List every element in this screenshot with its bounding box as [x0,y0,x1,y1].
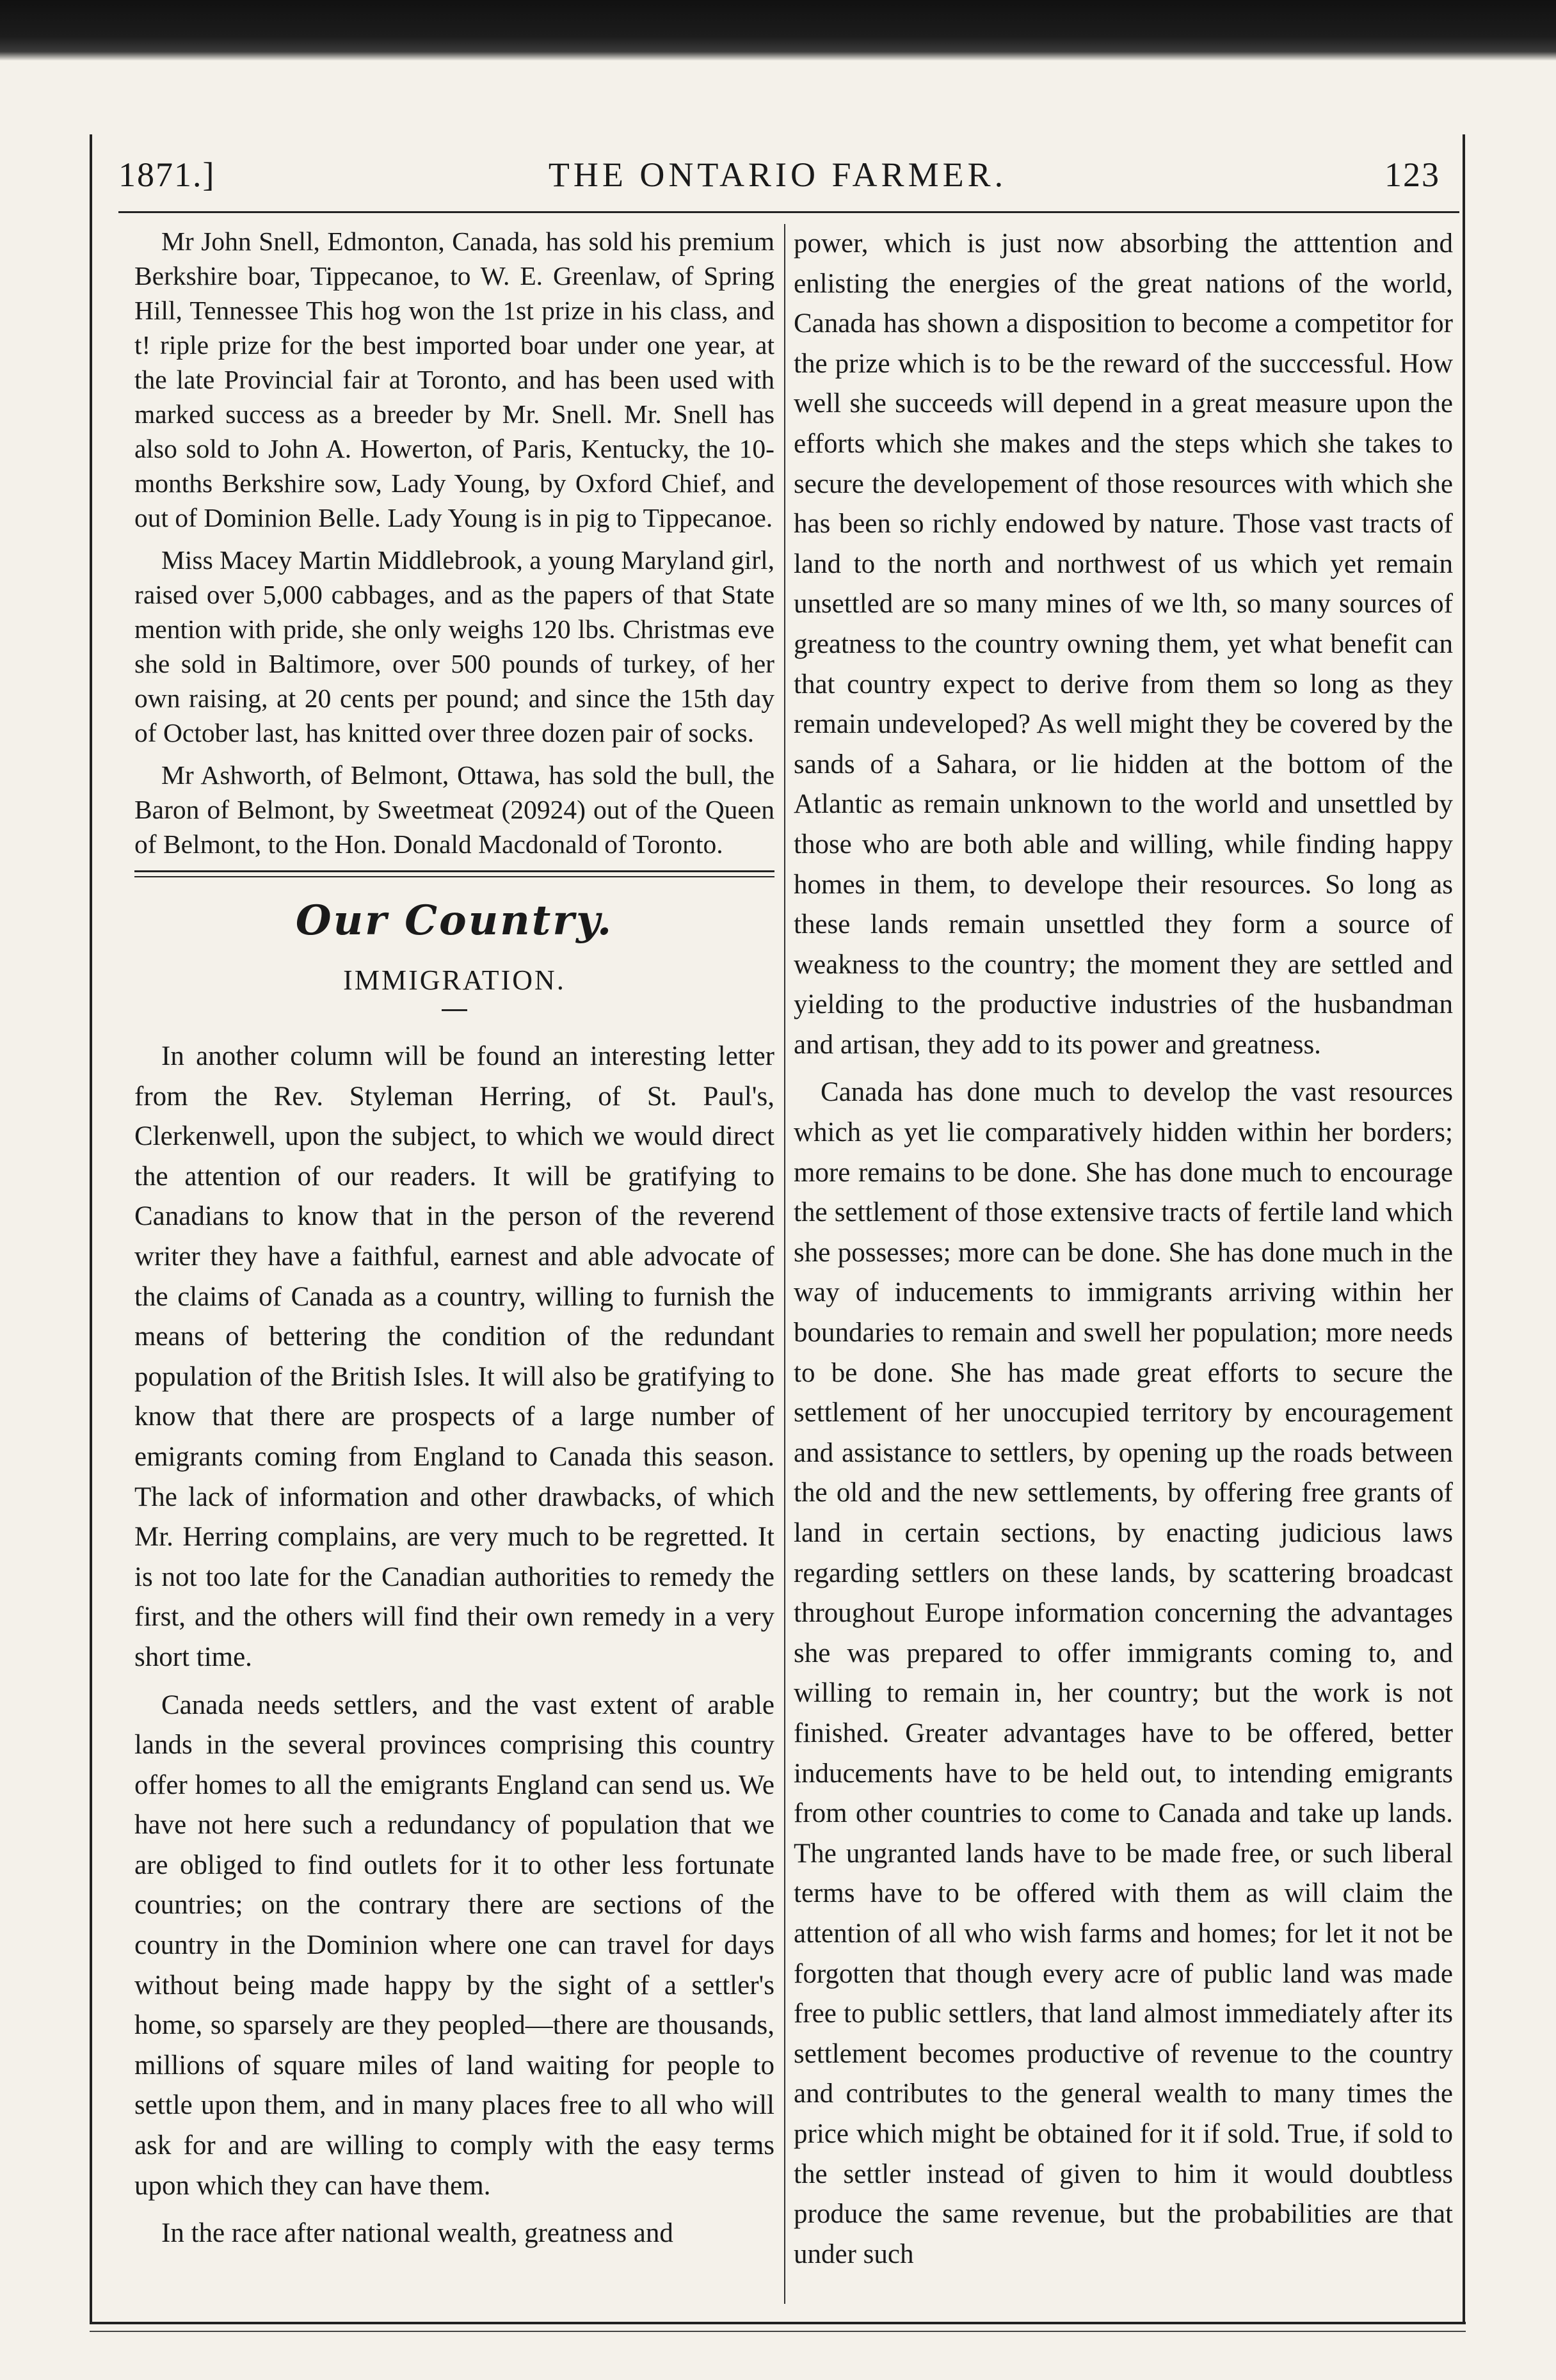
header-title: THE ONTARIO FARMER. [548,156,1007,194]
section-divider [134,870,774,872]
running-header [96,147,1459,205]
section-divider-thin [134,876,774,877]
header-rule [118,211,1459,213]
scan-top-edge [0,0,1556,61]
header-date: 1871.] [118,156,216,194]
right-column [794,224,1453,2282]
notice-middlebrook: Miss Macey Martin Middlebrook, a young Maryland girl, raised over 5,000 cabbages, and as the papers of that State mention with pride, she only weighs 120 lbs. Christmas eve she sold in Baltimore, over 500 pounds of turkey, of her own raising, at 20 cents per pound; and since the 15th day of October last, has knitted over three dozen pair of socks. [134,545,774,747]
article-paragraph: Canada has done much to develop the vast resources which as yet lie comparatively hidden within her borders; more remains to be done. She has done much to encourage the settlement of those extensive tracts of fertile land which she possesses; more can be done. She has done much in the way of inducements to immigrants arriving within her boundaries to remain and swell her population; more needs to be done. She has made great efforts to secure the settlement of her unoccupied territory by encouragement and assistance to settlers, by opening up the roads between the old and the new settlements, by offering free grants of land in certain sections, by enacting judicious laws regarding settlers on these lands, by scattering broadcast throughout Europe information concerning the advantages she was prepared to offer immigrants coming to, and willing to remain in, her country; but the work is not finished. Greater advantages have to be offered, better inducements have to be held out, to intending emigrants from other countries to come to Canada and take up lands. The ungranted lands have to be made free, or such liberal terms have to be offered with them as will claim the attention of all who wish farms and homes; for let it not be forgotten that though every acre of public land was made free to public settlers, that land almost immediately after its settlement becomes productive of revenue to the country and contributes to the general wealth to many times the price which might be obtained for it if sold. True, if sold to the settler instead of given to him it would doubtless produce the same revenue, but the probabilities are that under such [794,1077,1453,2269]
left-column [134,224,774,2262]
notice-snell: Mr John Snell, Edmonton, Canada, has sold his premium Berkshire boar, Tippecanoe, to W. E. Greenlaw, of Spring Hill, Tennessee This hog won the 1st prize in his class, and t! riple prize for the best imported boar under one year, at the late Provincial fair at Toronto, and has been used with marked success as a breeder by Mr. Snell. Mr. Snell has also sold to John A. Howerton, of Paris, Kentucky, the 10-months Berkshire sow, Lady Young, by Oxford Chief, and out of Dominion Belle. Lady Young is in pig to Tippecanoe. [134,227,774,532]
page-border-left [90,134,92,2323]
article-paragraph: In another column will be found an interesting letter from the Rev. Styleman Herring, of St. Paul's, Clerkenwell, upon the subject, to which we would direct the attention of our readers. It will be gratifying to Canadians to know that in the person of the reverend writer they have a faithful, earnest and able advocate of the claims of Canada as a country, willing to furnish the means of bettering the condition of the redundant population of the British Isles. It will also be gratifying to know that there are prospects of a large number of emigrants coming from England to Canada this season. The lack of information and other drawbacks, of which Mr. Herring complains, are very much to be regretted. It is not too late for the Canadian authorities to remedy the first, and the others will find their own remedy in a very short time. [134,1041,774,1672]
section-title: Our Country. [295,897,614,945]
notice-ashworth: Mr Ashworth, of Belmont, Ottawa, has sold the bull, the Baron of Belmont, by Sweetmeat (20924) out of the Queen of Belmont, to the Hon. Donald Macdonald of Toronto. [134,760,774,859]
article-paragraph: In the race after national wealth, greatness and [161,2218,673,2249]
header-page-number: 123 [1384,156,1440,194]
subtitle-dash [442,1009,467,1011]
article-paragraph: Canada needs settlers, and the vast extent of arable lands in the several provinces comprising this country offer homes to all the emigrants England can send us. We have not here such a redundancy of population that we are obliged to find outlets for it to other less fortunate countries; on the contrary there are sections of the country in the Dominion where one can travel for days without being made happy by the sight of a settler's home, so sparsely are they peopled—there are thousands, millions of square miles of land waiting for people to settle upon them, and in many places free to all who will ask for and are willing to comply with the easy terms upon which they can have them. [134,1689,774,2201]
page-border-right [1463,134,1465,2323]
page-border-bottom [90,2322,1466,2324]
page-border-bottom-thin [90,2331,1466,2332]
newspaper-page [96,147,1459,2317]
article-paragraph: power, which is just now absorbing the atttention and enlisting the energies of the great nations of the world, Canada has shown a disposition to become a competitor for the prize which is to be the reward of the succcessful. How well she succeeds will depend in a great measure upon the efforts which she makes and the steps which she takes to secure the developement of those resources with which she has been so richly endowed by nature. Those vast tracts of land to the north and northwest of us which yet remain unsettled are so many mines of we lth, so many sources of greatness to the country owning them, yet what benefit can that country expect to derive from them so long as they remain undeveloped? As well might they be covered by the sands of a Sahara, or lie hidden at the bottom of the Atlantic as remain unknown to the world and unsettled by those who are both able and willing, while finding happy homes in them, to develope their resources. So long as these lands remain unsettled they form a source of weakness to the country; the moment they are settled and yielding to the productive industries of the husbandman and artisan, they add to its power and greatness. [794,228,1453,1060]
column-rule [784,224,785,2304]
article-subtitle: IMMIGRATION. [343,964,566,996]
